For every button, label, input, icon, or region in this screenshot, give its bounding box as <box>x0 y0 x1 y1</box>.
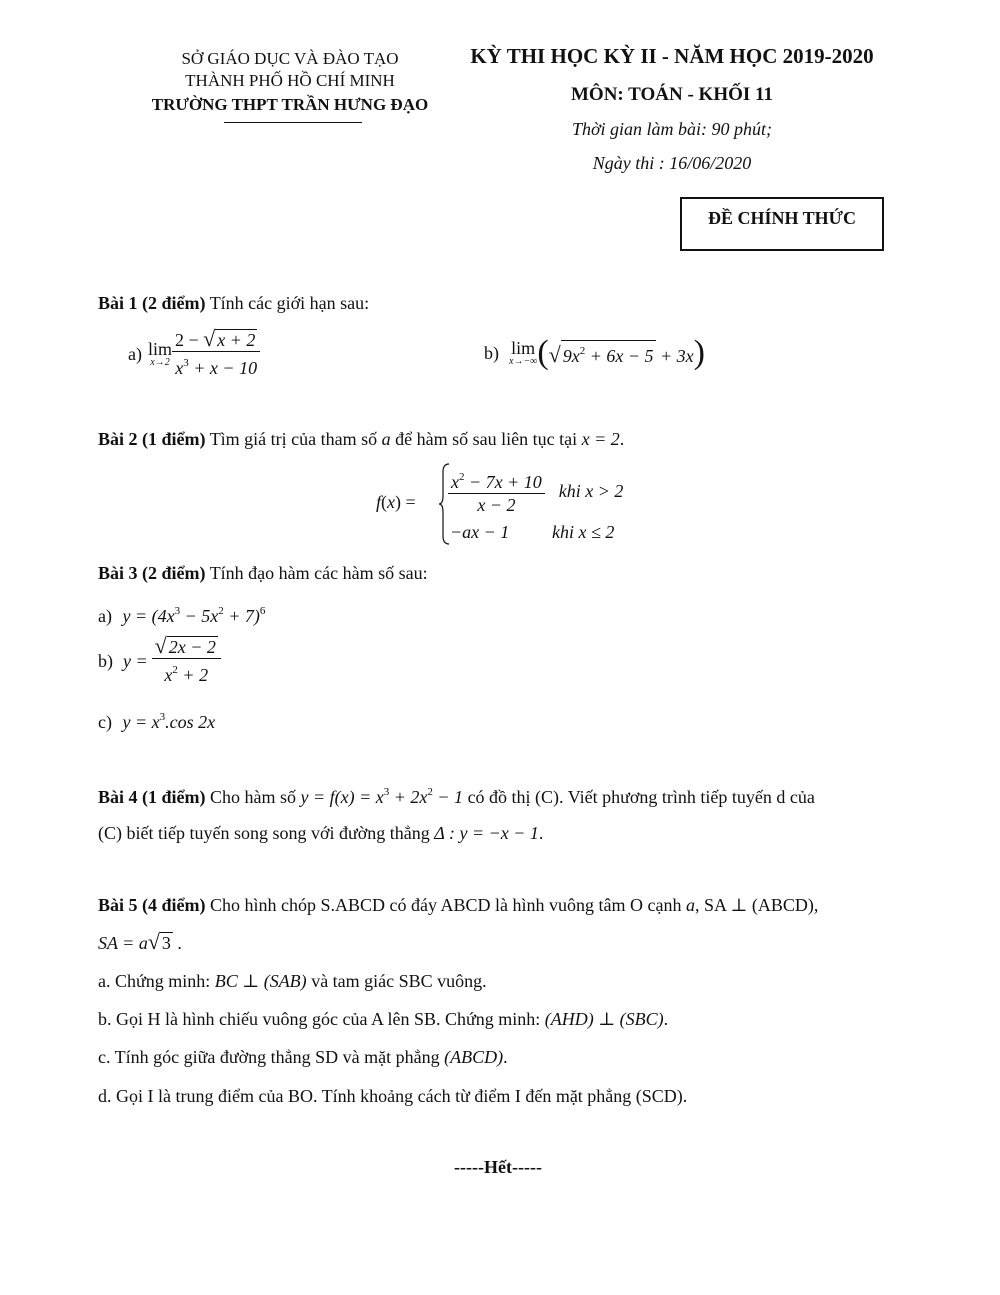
case-1-denominator: x − 2 <box>477 495 516 515</box>
rad-exponent: 2 <box>579 344 586 357</box>
fx-name: f <box>376 492 382 512</box>
exam-date: Ngày thi : 16/06/2020 <box>592 153 752 173</box>
problem-3b-y: y = <box>123 651 148 671</box>
sa-part: SA = a <box>98 933 148 953</box>
problem-5b-math: (AHD) ⊥ (SBC) <box>544 1009 664 1029</box>
school-name: TRƯỜNG THPT TRẦN HƯNG ĐẠO <box>151 95 429 114</box>
sqrt-sign: √ <box>147 929 160 954</box>
subject-line: MÔN: TOÁN - KHỐI 11 <box>571 84 773 105</box>
expr-exp: 2 <box>218 605 224 617</box>
case-2-expr: −ax − 1 <box>450 522 510 542</box>
expr-part: − 5x <box>180 606 219 626</box>
problem-4-line-eq: Δ : y = −x − 1 <box>434 823 539 843</box>
problem-3b <box>98 633 221 686</box>
problem-4-line1 <box>98 781 815 808</box>
problem-1a-lim <box>148 340 172 368</box>
problem-5a-text: a. Chứng minh: <box>98 971 215 991</box>
exam-title: KỲ THI HỌC KỲ II - NĂM HỌC 2019-2020 <box>470 44 874 68</box>
den-var: x <box>175 358 184 378</box>
problem-1b-label: b) <box>484 343 499 363</box>
problem-4-line2-text: (C) biết tiếp tuyến song song với đường thẳng <box>98 823 435 843</box>
fraction-denominator <box>161 659 211 686</box>
lim-word: lim <box>511 338 536 358</box>
problem-1b-expr <box>549 340 694 367</box>
num-exponent: 2 <box>459 471 465 483</box>
problem-2-point: x = 2 <box>581 429 620 449</box>
problem-3b-label: b) <box>98 651 113 671</box>
expr-part: y = (4x <box>122 606 175 626</box>
expr-exp: 3 <box>174 605 181 617</box>
sqrt-content <box>561 340 656 366</box>
problem-5b-text: b. Gọi H là hình chiếu vuông góc của A lên SB. Chứng minh: <box>98 1009 545 1029</box>
case-1 <box>448 466 623 516</box>
problem-1-text: Tính các giới hạn sau: <box>209 293 370 313</box>
lim-word: lim <box>147 339 172 359</box>
case-2-condition: khi x ≤ 2 <box>552 522 615 542</box>
expr-part: y = x <box>122 712 160 732</box>
expr-exp: 3 <box>159 711 166 723</box>
num-var: x <box>451 472 459 492</box>
expr-part: + 7) <box>223 606 260 626</box>
problem-2-text1: Tìm giá trị của tham số <box>209 429 382 449</box>
problem-5-side: a <box>685 895 695 915</box>
problem-3-title: Bài 3 (2 điểm) <box>98 563 206 583</box>
problem-5a <box>98 970 487 992</box>
sqrt-sign: √ <box>548 341 561 367</box>
department-name: SỞ GIÁO DỤC VÀ ĐÀO TẠO <box>181 49 399 68</box>
fraction-denominator <box>172 352 260 379</box>
problem-2-text2: để hàm số sau liên tục tại <box>390 429 582 449</box>
num-rest: − 7x + 10 <box>464 472 542 492</box>
func-part: y = f(x) = x <box>300 787 384 807</box>
problem-1-heading <box>98 292 369 314</box>
problem-3-heading <box>98 562 428 584</box>
problem-3c-expr <box>122 712 215 732</box>
problem-1-title: Bài 1 (2 điểm) <box>98 293 206 313</box>
sqrt-sign: √ <box>203 326 216 351</box>
city-name: THÀNH PHỐ HỒ CHÍ MINH <box>185 71 395 90</box>
den-rest: + 2 <box>177 665 209 685</box>
outer-term: + 3x <box>655 345 694 366</box>
problem-4-line2 <box>98 822 543 844</box>
official-label: ĐỀ CHÍNH THỨC <box>707 208 857 228</box>
problem-5a-math: BC ⊥ (SAB) <box>214 971 307 991</box>
case-2 <box>450 522 614 543</box>
problem-5d-text: d. Gọi I là trung điểm của BO. Tính khoảng cách từ điểm I đến mặt phẳng (SCD). <box>98 1086 688 1106</box>
problem-3c <box>98 706 215 733</box>
problem-3b-fraction <box>152 633 221 686</box>
func-part: − 1 <box>432 787 464 807</box>
problem-5c <box>98 1046 508 1068</box>
problem-5-line1 <box>98 894 818 916</box>
problem-4-dot: . <box>538 823 544 843</box>
fraction-numerator <box>172 326 260 352</box>
left-brace <box>438 462 448 546</box>
sa-expr <box>98 929 173 954</box>
sqrt-sign: √ <box>154 633 167 658</box>
problem-1b-lim <box>509 339 537 367</box>
expr-part: .cos 2x <box>165 712 216 732</box>
sqrt-content: 3 <box>161 933 171 953</box>
problem-5c-dot: . <box>503 1047 508 1067</box>
fx-eq: = <box>401 492 416 512</box>
fraction-numerator <box>152 633 221 659</box>
problem-5c-math: (ABCD) <box>444 1047 504 1067</box>
case-1-numerator <box>448 466 545 494</box>
rad-rest: + 6x − 5 <box>585 345 654 366</box>
case-1-fraction <box>448 466 545 516</box>
problem-4-function <box>301 787 464 807</box>
den-var: x <box>164 665 173 685</box>
den-exponent: 3 <box>183 357 189 369</box>
official-stamp-box <box>680 197 884 251</box>
lim-subscript: x→−∞ <box>509 356 538 367</box>
case-1-condition: khi x > 2 <box>558 480 624 501</box>
problem-4-text1: Cho hàm số <box>210 787 301 807</box>
problem-1a-label: a) <box>128 344 142 364</box>
problem-1a-fraction <box>172 326 260 379</box>
lim-subscript: x→2 <box>150 357 170 368</box>
problem-3a <box>98 600 265 627</box>
problem-4-text2: có đồ thị (C). Viết phương trình tiếp tuyến d của <box>463 787 815 807</box>
expr-exp: 6 <box>259 605 266 617</box>
duration-line: Thời gian làm bài: 90 phút; <box>571 119 773 139</box>
func-exp: 2 <box>427 786 433 798</box>
sa-dot: . <box>172 933 182 953</box>
fx-label: f(x) = <box>376 492 416 512</box>
problem-3a-expr <box>122 606 265 626</box>
problem-5b <box>98 1008 668 1030</box>
problem-3a-label: a) <box>98 606 112 626</box>
header-divider <box>224 122 362 123</box>
func-exp: 3 <box>383 786 390 798</box>
problem-4-title: Bài 4 (1 điểm) <box>98 787 206 807</box>
problem-5c-text: c. Tính góc giữa đường thẳng SD và mặt phẳng <box>98 1047 445 1067</box>
problem-2-heading <box>98 428 624 450</box>
den-exponent: 2 <box>172 664 178 676</box>
problem-2-title: Bài 2 (1 điểm) <box>98 429 206 449</box>
sqrt-content: x + 2 <box>217 330 256 350</box>
numerator-const: 2 − <box>175 330 204 350</box>
sqrt-content: 2x − 2 <box>168 637 216 657</box>
problem-5d <box>98 1085 687 1107</box>
problem-5b-dot: . <box>663 1009 669 1029</box>
problem-5-sa <box>98 929 182 954</box>
problem-1a <box>128 326 260 379</box>
problem-3-text: Tính đạo hàm các hàm số sau: <box>209 563 428 583</box>
end-marker: -----Hết----- <box>454 1157 542 1177</box>
problem-1b <box>484 334 705 371</box>
left-paren: ( <box>537 334 549 371</box>
problem-5a-text2: và tam giác SBC vuông. <box>306 971 487 991</box>
den-rest: + x − 10 <box>188 358 258 378</box>
rad-term: 9x <box>562 345 580 366</box>
problem-2-param: a <box>381 429 391 449</box>
fx-var: x <box>387 492 396 512</box>
right-paren: ) <box>693 334 705 371</box>
problem-2-dot: . <box>619 429 625 449</box>
func-part: + 2x <box>389 787 428 807</box>
problem-5-text2: , SA ⊥ (ABCD), <box>694 895 819 915</box>
problem-5-title: Bài 5 (4 điểm) <box>98 895 206 915</box>
problem-3c-label: c) <box>98 712 112 732</box>
problem-5-text1: Cho hình chóp S.ABCD có đáy ABCD là hình vuông tâm O cạnh <box>210 895 686 915</box>
